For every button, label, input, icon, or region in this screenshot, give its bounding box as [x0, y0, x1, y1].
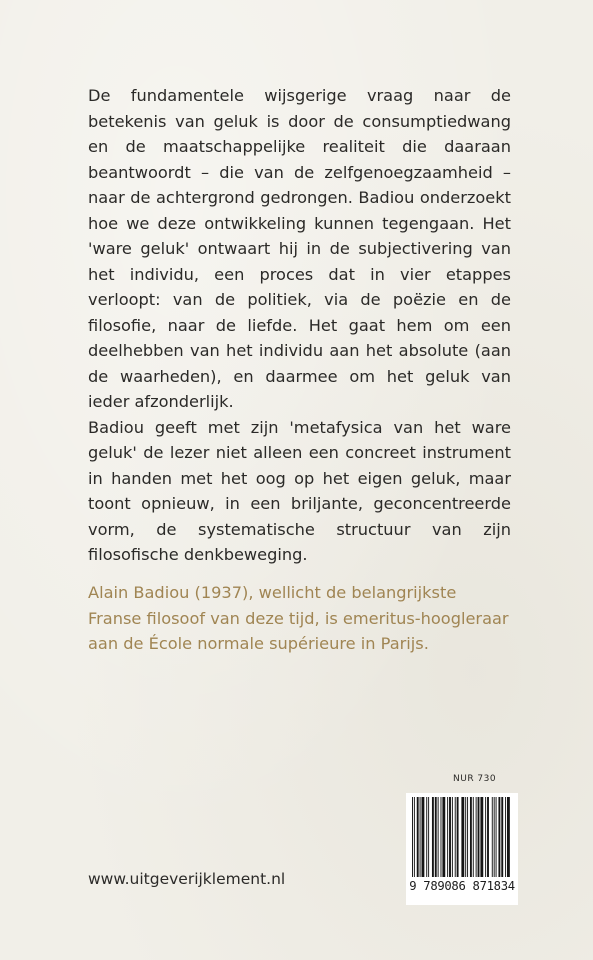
isbn-barcode	[406, 793, 518, 905]
barcode-bar	[417, 797, 419, 877]
barcode-bar	[473, 797, 474, 877]
author-bio: Alain Badiou (1937), wellicht de belangrijkste Franse filosoof van deze tijd, is emeritus-hoogleraar aan de École normale supérieure in Parijs.	[88, 583, 509, 653]
barcode-bar	[498, 797, 500, 877]
barcode-bar	[449, 797, 451, 877]
barcode-bar	[412, 797, 413, 877]
barcode-bar	[480, 797, 483, 877]
barcode-bars	[410, 797, 514, 883]
barcode-bar	[476, 797, 477, 877]
barcode-bar	[442, 797, 445, 877]
barcode-bar	[470, 797, 472, 877]
barcode-bar	[496, 797, 497, 877]
barcode-bar	[457, 797, 459, 877]
barcode-bar	[447, 797, 448, 877]
barcode-bar	[455, 797, 456, 877]
barcode-bar	[428, 797, 429, 877]
barcode-bar	[414, 797, 415, 877]
blurb-paragraph-1: De fundamentele wijsgerige vraag naar de betekenis van geluk is door de consumptiedwang en de maatschappelijke realiteit die daaraan beantwoordt – die van de zelfgenoegzaamheid – naar de achtergrond gedrongen. Badiou onderzoekt hoe we deze ontwikkeling kunnen tegengaan. Het 'ware geluk' ontwaart hij in de subjectivering van het individu, een proces dat in vier etappes verloopt: van de politiek, via de poëzie en de filosofie, naar de liefde. Het gaat hem om een deelhebben van het individu aan het absolute (aan de waarheden), en daarmee om het geluk van ieder afzonderlijk.	[88, 86, 511, 411]
barcode-bar	[465, 797, 466, 877]
barcode-bar	[485, 797, 486, 877]
blurb-paragraph-2: Badiou geeft met zijn 'metafysica van het ware geluk' de lezer niet alleen een concreet instrument in handen met het oog op het eigen geluk, maar toont opnieuw, in een briljante, geconcentreerde vorm, de systematische structuur van zijn filosofische denkbeweging.	[88, 417, 511, 564]
barcode-bar	[505, 797, 506, 877]
isbn-number: 9 789086 871834	[406, 877, 518, 895]
barcode-bar	[478, 797, 480, 877]
barcode-bar	[438, 797, 439, 877]
barcode-bar	[467, 797, 468, 877]
barcode-bar	[461, 797, 464, 877]
nur-code: NUR 730	[453, 774, 497, 784]
blurb-text	[88, 83, 511, 568]
barcode-bar	[492, 797, 493, 877]
publisher-website: www.uitgeverijklement.nl	[88, 870, 286, 888]
barcode-bar	[501, 797, 503, 877]
barcode-bar	[441, 797, 442, 877]
barcode-bar	[435, 797, 437, 877]
barcode-bar	[452, 797, 453, 877]
barcode-bar	[422, 797, 425, 877]
barcode-bar	[420, 797, 421, 877]
barcode-bar	[507, 797, 510, 877]
barcode-bar	[432, 797, 434, 877]
barcode-bar	[494, 797, 495, 877]
barcode-bar	[426, 797, 427, 877]
barcode-bar	[487, 797, 489, 877]
